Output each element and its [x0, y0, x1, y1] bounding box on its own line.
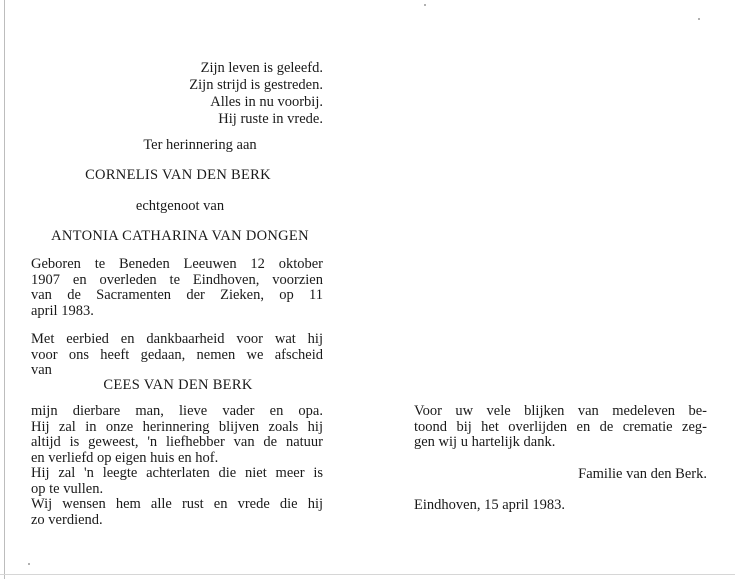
page-bottom-edge	[0, 574, 735, 575]
text-line: altijd is geweest, 'n liefhebber van de natuur	[31, 434, 323, 450]
deceased-name: CORNELIS VAN DEN BERK	[85, 167, 271, 183]
familiar-name: CEES VAN DEN BERK	[103, 377, 253, 393]
text-line: Voor uw vele blijken van medeleven be-	[414, 403, 707, 419]
poem	[189, 60, 323, 128]
poem-line: Zijn strijd is gestreden.	[189, 77, 323, 93]
remembrance-intro: Ter herinnering aan	[143, 137, 257, 153]
text-line: Wij wensen hem alle rust en vrede die hij	[31, 496, 323, 512]
spouse-name: ANTONIA CATHARINA VAN DONGEN	[51, 228, 309, 244]
text-line: van	[31, 362, 52, 378]
speck	[424, 4, 426, 6]
farewell-paragraph	[31, 332, 323, 379]
family-signature: Familie van den Berk.	[578, 466, 707, 482]
poem-line: Alles in nu voorbij.	[210, 94, 323, 110]
thanks-paragraph	[414, 404, 707, 451]
spouse-intro: echtgenoot van	[135, 198, 225, 214]
text-line: voor ons heeft gedaan, nemen we afscheid	[31, 346, 323, 363]
text-line: toond bij het overlijden en de crematie zeg-	[414, 418, 707, 435]
text-line: Hij zal 'n leegte achterlaten die niet meer is	[31, 465, 323, 481]
text-line: Hij zal in onze herinnering blijven zoals hij	[31, 418, 323, 435]
text-line: gen wij u hartelijk dank.	[414, 434, 556, 450]
text-line: Met eerbied en dankbaarheid voor wat hij	[31, 331, 323, 347]
speck	[28, 563, 30, 565]
place-date: Eindhoven, 15 april 1983.	[414, 497, 566, 513]
text-line: mijn dierbare man, lieve vader en opa.	[31, 403, 323, 419]
text-line: april 1983.	[31, 302, 94, 319]
poem-line: Hij ruste in vrede.	[218, 111, 323, 127]
text-line: zo verdiend.	[31, 511, 103, 528]
text-line: 1907 en overleden te Eindhoven, voorzien	[31, 271, 323, 288]
text-line: en verliefd op eigen huis en hof.	[31, 449, 219, 466]
speck	[698, 18, 700, 20]
text-line: Geboren te Beneden Leeuwen 12 oktober	[31, 256, 323, 272]
text-line: van de Sacramenten der Zieken, op 11	[31, 287, 323, 303]
text-line: op te vullen.	[31, 480, 104, 497]
tribute-paragraph	[31, 404, 323, 528]
birth-paragraph	[31, 257, 323, 319]
poem-line: Zijn leven is geleefd.	[200, 60, 323, 76]
page-left-edge	[4, 0, 5, 579]
